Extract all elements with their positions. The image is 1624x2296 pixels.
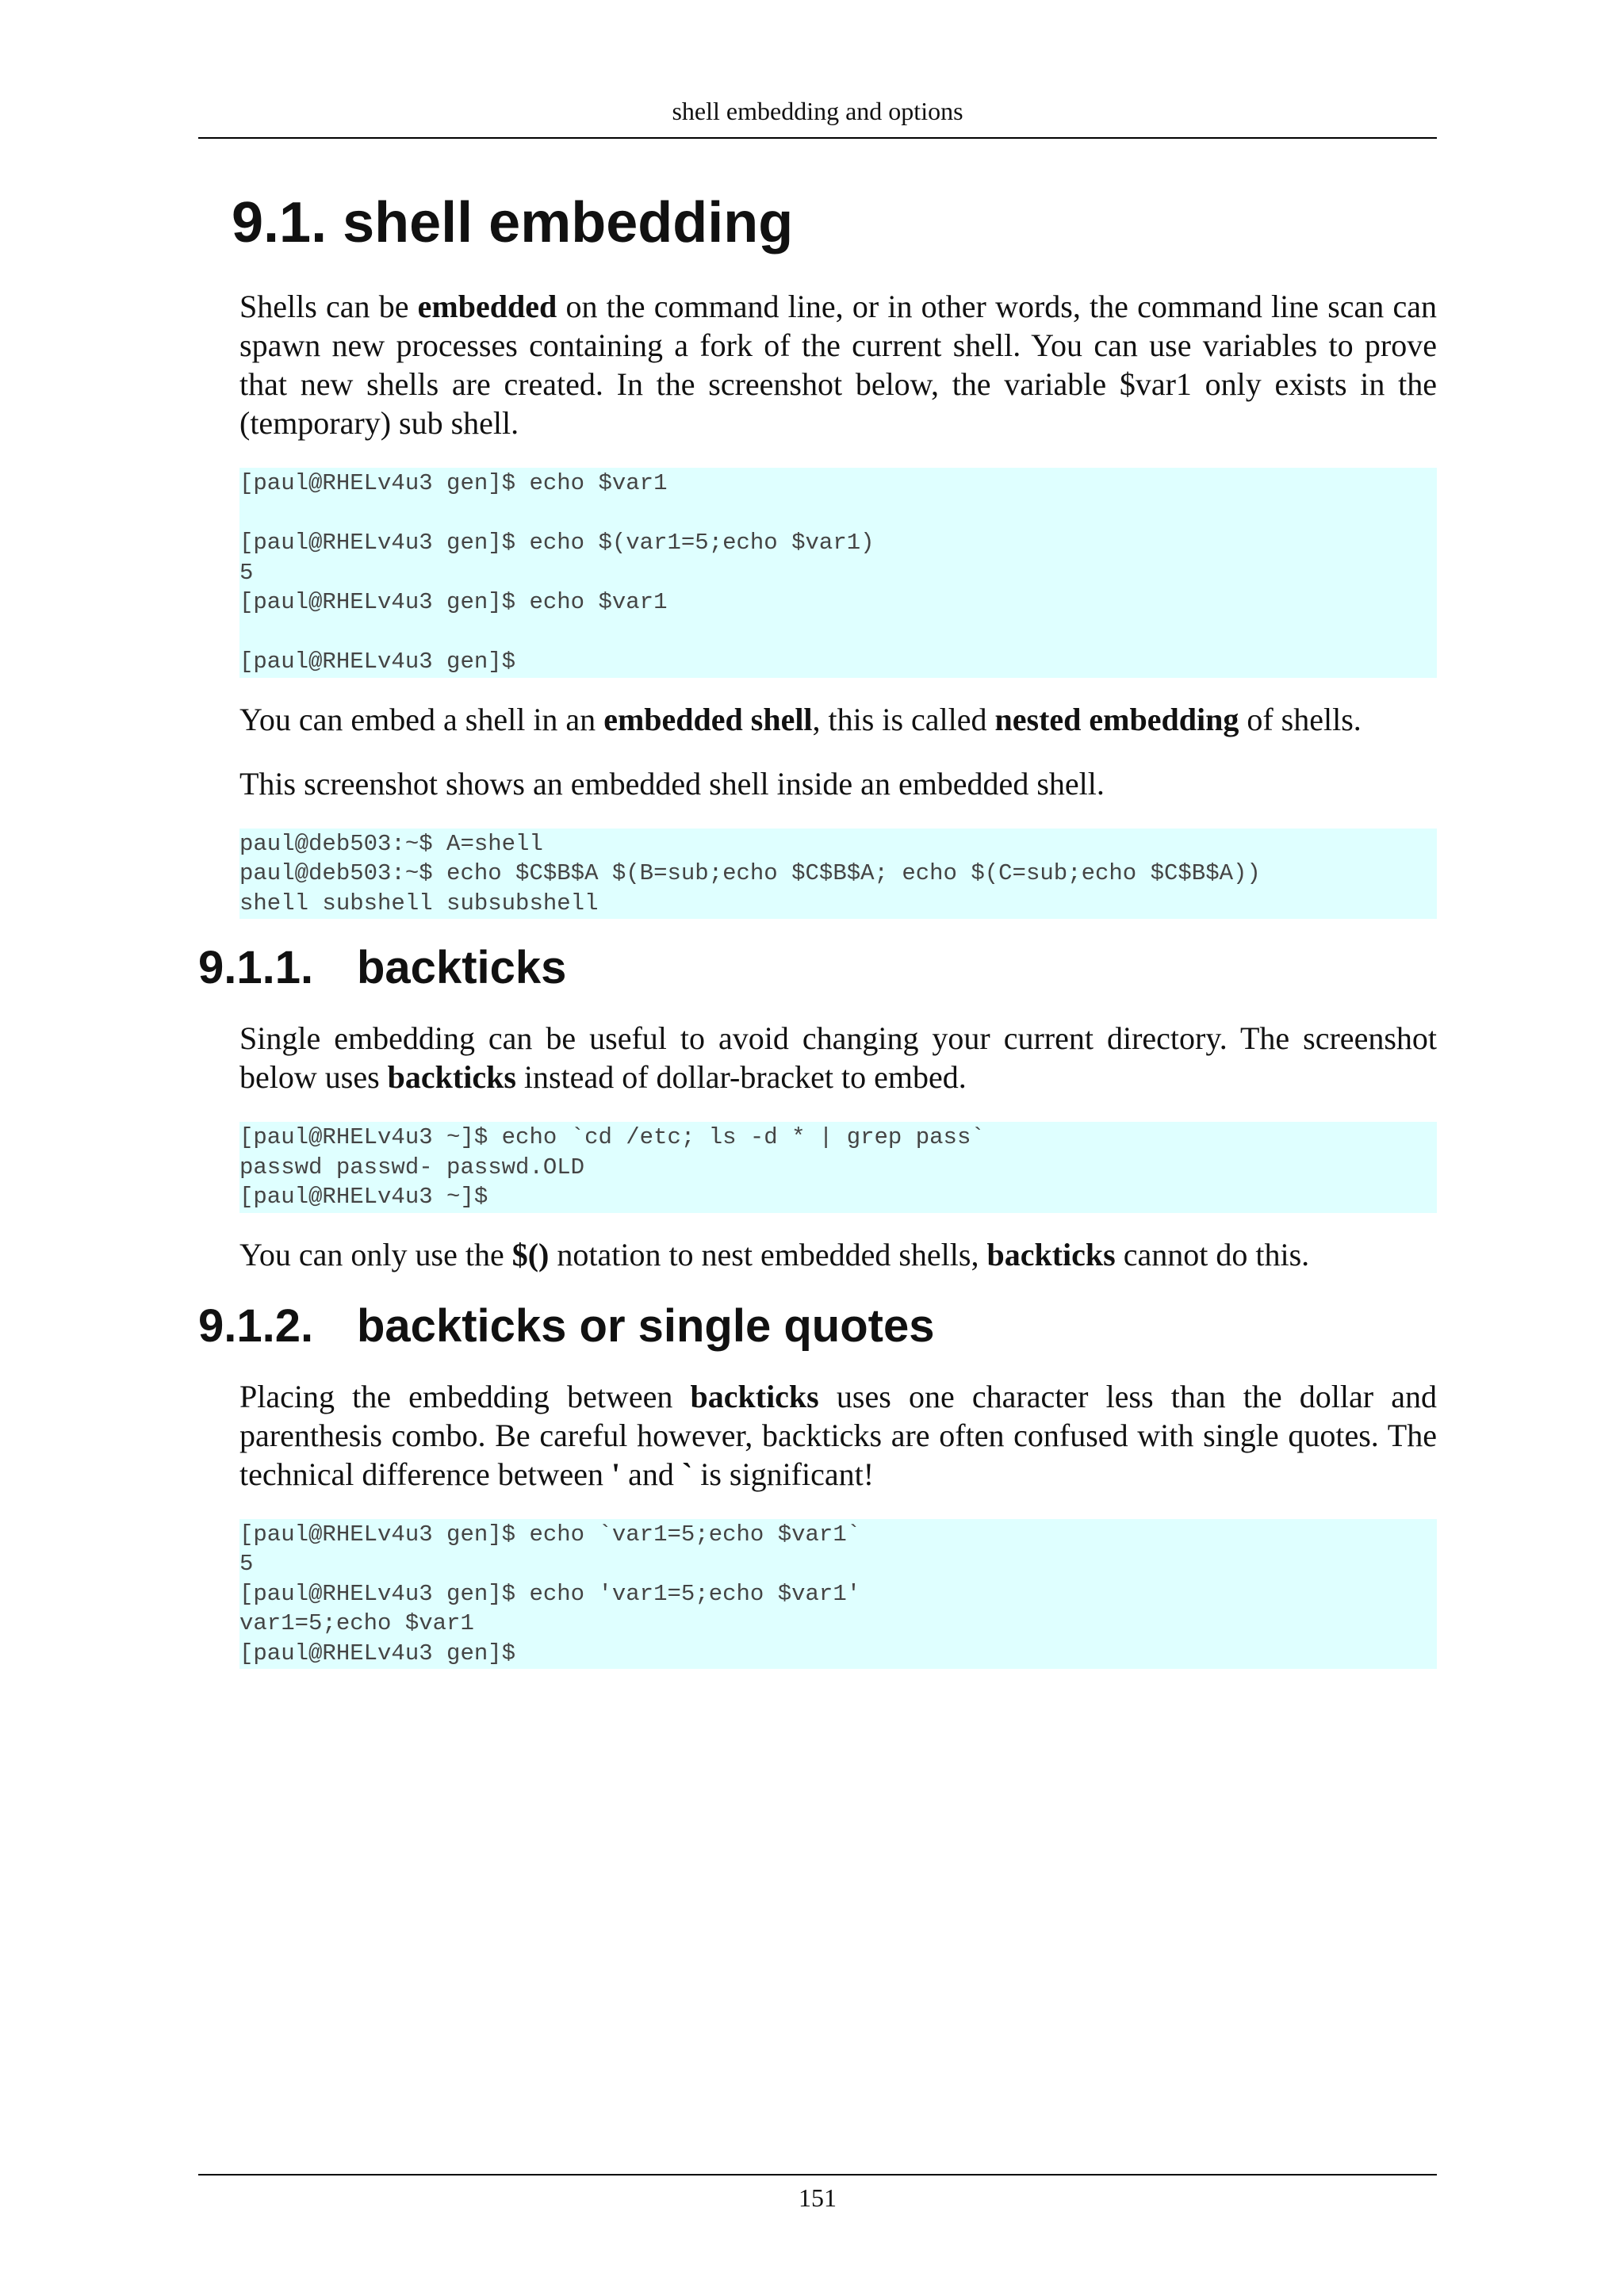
paragraph-single-embedding bbox=[239, 1019, 1437, 1096]
code-line bbox=[239, 499, 1437, 529]
text-run: Placing the embedding between bbox=[239, 1378, 691, 1414]
text-run: Shells can be bbox=[239, 289, 418, 324]
text-run: Single embedding can be useful to avoid changing your current directory. The screenshot below uses bbox=[239, 1020, 1437, 1095]
text-run: instead of dollar-bracket to embed. bbox=[515, 1059, 967, 1095]
footer-rule bbox=[198, 2174, 1437, 2175]
code-line: shell subshell subsubshell bbox=[239, 890, 599, 916]
code-line: [paul@RHELv4u3 ~]$ echo `cd /etc; ls -d * | grep pass` bbox=[239, 1124, 985, 1150]
code-line: [paul@RHELv4u3 gen]$ echo 'var1=5;echo $var1' bbox=[239, 1580, 861, 1607]
section-heading-backticks bbox=[198, 941, 1437, 995]
code-line: [paul@RHELv4u3 ~]$ bbox=[239, 1184, 488, 1210]
bold-term: backticks bbox=[986, 1236, 1116, 1272]
text-run: You can only use the bbox=[239, 1236, 512, 1272]
page-number: 151 bbox=[799, 2183, 837, 2212]
text-run: notation to nest embedded shells, bbox=[549, 1236, 987, 1272]
paragraph-quotes-difference bbox=[239, 1377, 1437, 1494]
code-line: [paul@RHELv4u3 gen]$ bbox=[239, 1640, 516, 1667]
bold-term: embedded bbox=[417, 289, 557, 324]
text-run: of shells. bbox=[1239, 701, 1362, 737]
bold-term: embedded shell bbox=[603, 701, 813, 737]
section-heading-shell-embedding: 9.1. shell embedding bbox=[232, 191, 794, 254]
code-line: 5 bbox=[239, 1551, 254, 1577]
code-line: [paul@RHELv4u3 gen]$ echo `var1=5;echo $var1` bbox=[239, 1521, 861, 1548]
code-line: [paul@RHELv4u3 gen]$ echo $var1 bbox=[239, 470, 668, 496]
running-header: shell embedding and options bbox=[672, 97, 963, 125]
paragraph-nest-notation bbox=[239, 1235, 1437, 1274]
paragraph-nested-embedding bbox=[239, 700, 1437, 739]
code-line bbox=[239, 618, 1437, 648]
code-line: [paul@RHELv4u3 gen]$ bbox=[239, 649, 516, 675]
code-line: 5 bbox=[239, 559, 254, 586]
code-line: [paul@RHELv4u3 gen]$ echo $var1 bbox=[239, 589, 668, 615]
section-title: backticks or single quotes bbox=[357, 1299, 935, 1352]
section-number: 9.1.1. bbox=[198, 942, 314, 993]
header-rule bbox=[198, 137, 1437, 139]
page-content bbox=[198, 189, 1437, 1691]
code-block-subshell-var bbox=[239, 468, 1437, 678]
code-block-backticks bbox=[239, 1122, 1437, 1213]
code-block-quotes bbox=[239, 1519, 1437, 1670]
section-title: backticks bbox=[357, 942, 567, 993]
paragraph-intro bbox=[239, 287, 1437, 442]
bold-term: $() bbox=[511, 1236, 550, 1272]
code-block-nested-shell bbox=[239, 828, 1437, 920]
code-line: paul@deb503:~$ A=shell bbox=[239, 830, 543, 857]
bold-term: backticks bbox=[690, 1378, 819, 1414]
bold-term: nested embedding bbox=[994, 701, 1239, 737]
document-page bbox=[198, 0, 1437, 2296]
bold-term: ' bbox=[611, 1456, 621, 1492]
text-run: uses one character less than the dollar and parenthesis combo. Be careful however, backticks are often confused with single quotes. The technical difference between bbox=[239, 1378, 1438, 1492]
text-run: You can embed a shell in an bbox=[239, 701, 604, 737]
section-number: 9.1.2. bbox=[198, 1299, 314, 1352]
code-line: paul@deb503:~$ echo $C$B$A $(B=sub;echo $C$B$A; echo $(C=sub;echo $C$B$A)) bbox=[239, 860, 1261, 886]
text-run: and bbox=[620, 1456, 682, 1492]
paragraph-screenshot-note: This screenshot shows an embedded shell inside an embedded shell. bbox=[239, 765, 1105, 802]
code-line: var1=5;echo $var1 bbox=[239, 1610, 474, 1636]
text-run: cannot do this. bbox=[1115, 1236, 1310, 1272]
code-line: passwd passwd- passwd.OLD bbox=[239, 1154, 585, 1181]
bold-term: ` bbox=[681, 1456, 693, 1492]
text-run: is significant! bbox=[692, 1456, 875, 1492]
text-run: , this is called bbox=[812, 701, 995, 737]
text-run: on the command line, or in other words, the command line scan can spawn new processes containing a fork of the current shell. You can use variables to prove that new shells are created. In the screenshot below, the variable $var1 only exists in the (temporary) sub shell. bbox=[239, 289, 1438, 441]
section-heading-backticks-or-quotes bbox=[198, 1299, 1437, 1353]
bold-term: backticks bbox=[387, 1059, 516, 1095]
code-line: [paul@RHELv4u3 gen]$ echo $(var1=5;echo $var1) bbox=[239, 530, 875, 556]
